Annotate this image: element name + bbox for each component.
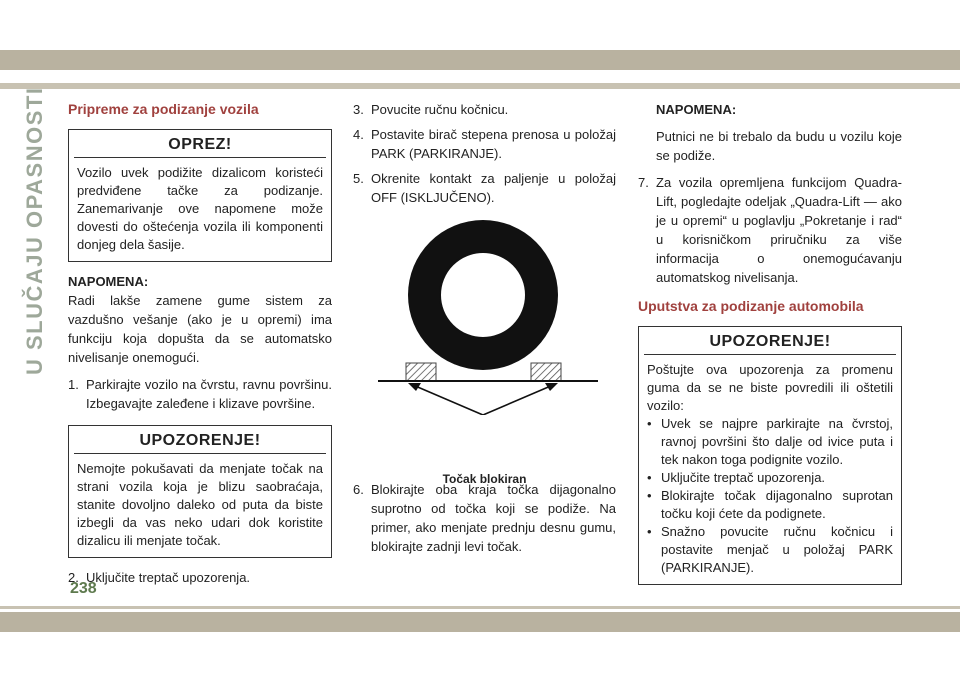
- note-block: [638, 100, 902, 165]
- steps-list-3: [353, 100, 616, 207]
- steps-list-2: [68, 568, 332, 587]
- column-3: [638, 100, 902, 595]
- steps-list-5: [638, 173, 902, 287]
- warning-title: UPOZORENJE!: [139, 432, 261, 449]
- caution-text: Vozilo uvek podižite dizalicom koristeći predviđene tačke za podizanje. Zanemarivanje ove napomene može dovesti do oštećenja vozila ili komponenti donjeg dela šasije.: [77, 165, 323, 252]
- step-item: 4. Postavite birač stepena prenosa u položaj PARK (PARKIRANJE).: [353, 127, 616, 161]
- warning-box-tire-change: [638, 326, 902, 585]
- warning-bullets: [647, 415, 893, 577]
- step-item: 3. Povucite ručnu kočnicu.: [353, 102, 509, 117]
- bottom-rule: [0, 606, 960, 609]
- steps-list-1: [68, 375, 332, 413]
- bullet-item: • Blokirajte točak dijagonalno suprotan točku koji ćete da podignete.: [647, 487, 893, 523]
- bottom-band: [0, 612, 960, 632]
- wheel-blocked-figure: [353, 215, 616, 486]
- warning-title: UPOZORENJE!: [709, 333, 831, 350]
- note-label: NAPOMENA:: [68, 274, 149, 289]
- section-heading-preparation: Pripreme za podizanje vozila: [68, 101, 259, 117]
- step-item: 5. Okrenite kontakt za paljenje u položaj OFF (ISKLJUČENO).: [353, 171, 616, 205]
- warning-intro: Poštujte ova upozorenja za promenu guma da se ne biste povredili ili oštetili vozilo:: [647, 362, 893, 413]
- wheel-chock-illustration: [353, 215, 616, 415]
- section-heading-lifting: Uputstva za podizanje automobila: [638, 298, 864, 314]
- side-section-title: U SLUČAJU OPASNOSTI: [22, 86, 47, 375]
- step-item: 6. Blokirajte oba kraja točka dijagonalno suprotno od točka koji se podiže. Na primer, ako menjate prednju desnu gumu, blokirajte zadnji levi točak.: [353, 482, 616, 554]
- top-rule: [0, 83, 960, 89]
- bullet-item: • Uključite treptač upozorenja.: [647, 469, 893, 487]
- warning-text: Nemojte pokušavati da menjate točak na strani vozila koja je blizu saobraćaja, stanite dovoljno daleko od puta da biste izbegli da vas neko udari dok koristite dizalicu ili menjate točak.: [77, 461, 323, 548]
- top-band: [0, 50, 960, 70]
- caution-title: OPREZ!: [168, 136, 232, 153]
- note-text: Putnici ne bi trebalo da budu u vozilu koje se podiže.: [656, 129, 902, 163]
- column-1: [68, 100, 332, 593]
- column-2: [353, 100, 616, 562]
- front-chock-icon: [531, 363, 561, 381]
- warning-body: [639, 355, 901, 584]
- step-item: 1. Parkirajte vozilo na čvrstu, ravnu površinu. Izbegavajte zaleđene i klizave površine.: [68, 377, 332, 411]
- warning-box-traffic: [68, 425, 332, 558]
- note-label: NAPOMENA:: [656, 102, 737, 117]
- steps-list-4: [353, 480, 616, 556]
- step-item: 2. Uključite treptač upozorenja.: [68, 570, 251, 585]
- caution-box: [68, 129, 332, 262]
- note-text: Radi lakše zamene gume sistem za vazdušno vešanje (ako je u opremi) ima funkciju koja dopušta da se automatsko nivelisanje onemogući.: [68, 293, 332, 365]
- bullet-item: • Uvek se najpre parkirajte na čvrstoj, ravnoj površini što dalje od ivice puta i tek nakon toga podignite vozilo.: [647, 415, 893, 469]
- step-item: 7. Za vozila opremljena funkcijom Quadra-Lift, pogledajte odeljak „Quadra-Lift — ako je u opremi“ u poglavlju „Pokretanje i rad“ u korisničkom priručniku za više informacija o onemogućavanju automatskog nivelisanja.: [638, 175, 902, 285]
- bullet-item: • Snažno povucite ručnu kočnicu i postavite menjač u položaj PARK (PARKIRANJE).: [647, 523, 893, 577]
- rear-chock-icon: [406, 363, 436, 381]
- figure-caption: Točak blokiran: [442, 472, 527, 486]
- page-number: 238: [70, 580, 97, 597]
